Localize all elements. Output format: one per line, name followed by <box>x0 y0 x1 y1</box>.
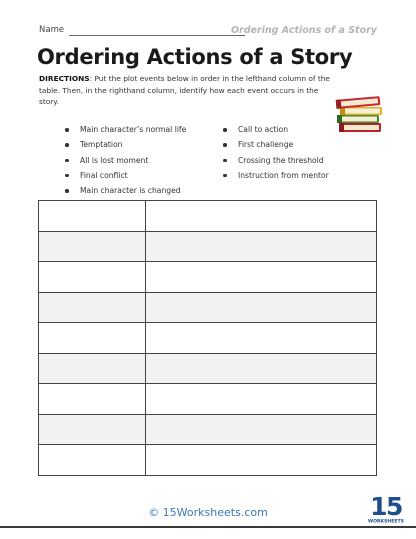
book-middle-green <box>337 115 379 123</box>
event-item: Call to action <box>223 122 329 137</box>
directions-label: DIRECTIONS <box>39 74 90 83</box>
ordering-table <box>38 200 377 476</box>
event-cell[interactable] <box>39 262 146 293</box>
occurrence-cell[interactable] <box>146 231 377 262</box>
occurrence-cell[interactable] <box>146 323 377 354</box>
event-cell[interactable] <box>39 353 146 384</box>
name-field[interactable] <box>69 35 245 36</box>
logo-text: WORKSHEETS <box>368 519 404 525</box>
table-row <box>39 292 377 323</box>
event-item: First challenge <box>223 137 329 152</box>
occurrence-cell[interactable] <box>146 353 377 384</box>
worksheets-logo-icon <box>368 491 404 525</box>
event-cell[interactable] <box>39 323 146 354</box>
occurrence-cell[interactable] <box>146 201 377 232</box>
occurrence-cell[interactable] <box>146 445 377 476</box>
footer-divider <box>0 526 416 528</box>
table-row <box>39 353 377 384</box>
table-row <box>39 384 377 415</box>
table-row <box>39 414 377 445</box>
directions <box>39 73 339 108</box>
book-top <box>336 96 381 109</box>
occurrence-cell[interactable] <box>146 414 377 445</box>
event-cell[interactable] <box>39 445 146 476</box>
events-list-left <box>65 122 186 198</box>
occurrence-cell[interactable] <box>146 262 377 293</box>
book-middle-yellow <box>340 107 382 115</box>
occurrence-cell[interactable] <box>146 292 377 323</box>
header-row <box>39 25 377 39</box>
event-item: Final conflict <box>65 168 186 183</box>
table-row <box>39 201 377 232</box>
table-row <box>39 262 377 293</box>
name-label: Name <box>39 25 65 35</box>
page-title: Ordering Actions of a Story <box>37 45 353 69</box>
stack-of-books-icon <box>334 93 386 135</box>
event-item: Instruction from mentor <box>223 168 329 183</box>
event-cell[interactable] <box>39 414 146 445</box>
event-cell[interactable] <box>39 384 146 415</box>
table-row <box>39 445 377 476</box>
event-item: Temptation <box>65 137 186 152</box>
table-row <box>39 231 377 262</box>
event-cell[interactable] <box>39 201 146 232</box>
event-item: Main character is changed <box>65 183 186 198</box>
event-item: Main character’s normal life <box>65 122 186 137</box>
events-list-right <box>223 122 329 183</box>
book-bottom <box>339 123 381 132</box>
event-item: Crossing the threshold <box>223 153 329 168</box>
logo-number: 15 <box>370 492 402 521</box>
header-title: Ordering Actions of a Story <box>230 25 377 36</box>
directions-text: : Put the plot events below in order in the lefthand column of the table. Then, in the righthand column, identify how each event occurs in the story. <box>39 74 330 106</box>
event-cell[interactable] <box>39 231 146 262</box>
event-item: All is lost moment <box>65 153 186 168</box>
table-row <box>39 323 377 354</box>
event-cell[interactable] <box>39 292 146 323</box>
occurrence-cell[interactable] <box>146 384 377 415</box>
copyright-link[interactable]: © 15Worksheets.com <box>148 506 268 519</box>
